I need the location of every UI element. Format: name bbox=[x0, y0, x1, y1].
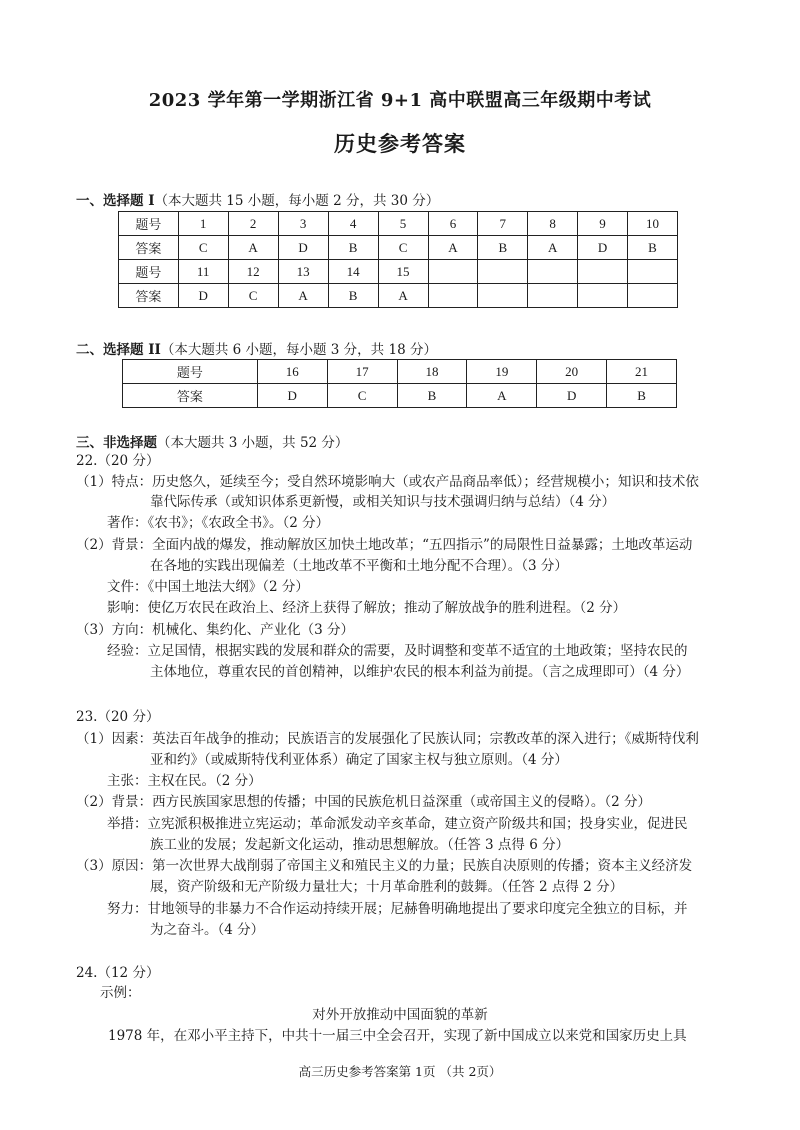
table-row bbox=[119, 284, 678, 308]
table-cell: 5 bbox=[378, 212, 428, 236]
example-essay-title: 对外开放推动中国面貌的革新 bbox=[312, 1007, 488, 1023]
table-cell: 12 bbox=[228, 260, 278, 284]
table-cell: A bbox=[378, 284, 428, 308]
question-24-heading: 24.（12 分） bbox=[76, 965, 160, 981]
table-row bbox=[123, 360, 677, 384]
table-cell: 21 bbox=[607, 360, 677, 384]
table-cell bbox=[578, 260, 628, 284]
section2-answer-table bbox=[122, 359, 677, 408]
answer-line: 主张：主权在民。（2 分） bbox=[107, 773, 262, 789]
table-cell: A bbox=[278, 284, 328, 308]
answer-line: 靠代际传承（或知识体系更新慢，或相关知识与技术强调归纳与总结）（4 分） bbox=[150, 494, 616, 510]
table-cell: B bbox=[627, 236, 677, 260]
row-label: 题号 bbox=[119, 260, 179, 284]
table-cell: A bbox=[528, 236, 578, 260]
question-23-heading: 23.（20 分） bbox=[76, 709, 160, 725]
table-cell: 18 bbox=[397, 360, 467, 384]
table-cell: 9 bbox=[578, 212, 628, 236]
table-cell: 19 bbox=[467, 360, 537, 384]
exam-title: 2023 学年第一学期浙江省 9+1 高中联盟高三年级期中考试 bbox=[148, 90, 652, 111]
table-row bbox=[123, 384, 677, 408]
table-cell: 8 bbox=[528, 212, 578, 236]
row-label: 答案 bbox=[123, 384, 258, 408]
table-cell bbox=[528, 260, 578, 284]
section1-heading bbox=[76, 189, 439, 209]
answer-line: （1）因素：英法百年战争的推动；民族语言的发展强化了民族认同；宗教改革的深入进行；《威斯特伐利 bbox=[76, 731, 699, 747]
table-cell bbox=[428, 284, 478, 308]
section3-label: 三、非选择题 bbox=[76, 435, 157, 451]
table-cell: B bbox=[397, 384, 467, 408]
table-cell: 11 bbox=[178, 260, 228, 284]
example-label: 示例： bbox=[100, 985, 141, 1001]
row-label: 题号 bbox=[119, 212, 179, 236]
table-cell: 4 bbox=[328, 212, 378, 236]
answer-line: （2）背景：西方民族国家思想的传播；中国的民族危机日益深重（或帝国主义的侵略）。（2 分） bbox=[76, 794, 651, 810]
table-cell: 20 bbox=[537, 360, 607, 384]
table-cell: 17 bbox=[327, 360, 397, 384]
table-cell: C bbox=[228, 284, 278, 308]
row-label: 题号 bbox=[123, 360, 258, 384]
table-cell: 14 bbox=[328, 260, 378, 284]
table-cell: B bbox=[478, 236, 528, 260]
table-cell: D bbox=[178, 284, 228, 308]
answer-line: 展，资产阶级和无产阶级力量壮大；十月革命胜利的鼓舞。（任答 2 点得 2 分） bbox=[150, 879, 624, 895]
table-row bbox=[119, 236, 678, 260]
table-cell: 7 bbox=[478, 212, 528, 236]
answer-line: 举措：立宪派积极推进立宪运动；革命派发动辛亥革命，建立资产阶级共和国；投身实业，促进民 bbox=[107, 816, 688, 832]
answer-line: （2）背景：全面内战的爆发，推动解放区加快土地改革；“五四指示”的局限性日益暴露；土地改革运动 bbox=[76, 537, 693, 553]
table-cell bbox=[478, 284, 528, 308]
answer-line: （3）方向：机械化、集约化、产业化（3 分） bbox=[76, 622, 354, 638]
table-cell: A bbox=[228, 236, 278, 260]
row-label: 答案 bbox=[119, 236, 179, 260]
question-22-heading: 22.（20 分） bbox=[76, 453, 160, 469]
table-cell: D bbox=[578, 236, 628, 260]
exam-subtitle: 历史参考答案 bbox=[334, 131, 466, 156]
section3-heading bbox=[76, 431, 348, 451]
table-cell: A bbox=[428, 236, 478, 260]
answer-line: 著作：《农书》；《农政全书》。（2 分） bbox=[107, 515, 330, 531]
answer-line: （3）原因：第一次世界大战削弱了帝国主义和殖民主义的力量；民族自决原则的传播；资本主义经济发 bbox=[76, 858, 693, 874]
table-cell: 15 bbox=[378, 260, 428, 284]
section2-note: （本大题共 6 小题，每小题 3 分，共 18 分） bbox=[160, 342, 437, 358]
answer-line: 在各地的实践出现偏差（土地改革不平衡和土地分配不合理）。（3 分） bbox=[150, 558, 568, 574]
table-cell: D bbox=[278, 236, 328, 260]
section1-note: （本大题共 15 小题，每小题 2 分，共 30 分） bbox=[154, 193, 440, 209]
answer-line: 为之奋斗。（4 分） bbox=[150, 922, 265, 938]
answer-line: 族工业的发展；发起新文化运动，推动思想解放。（任答 3 点得 6 分） bbox=[150, 837, 570, 853]
table-cell bbox=[478, 260, 528, 284]
answer-line: 经验：立足国情，根据实践的发展和群众的需要，及时调整和变革不适宜的土地政策；坚持农民的 bbox=[107, 643, 688, 659]
table-cell: D bbox=[257, 384, 327, 408]
table-cell: 13 bbox=[278, 260, 328, 284]
section1-answer-table bbox=[118, 211, 678, 308]
table-cell: 6 bbox=[428, 212, 478, 236]
table-cell bbox=[528, 284, 578, 308]
table-cell: D bbox=[537, 384, 607, 408]
table-cell: C bbox=[327, 384, 397, 408]
row-label: 答案 bbox=[119, 284, 179, 308]
table-cell: 2 bbox=[228, 212, 278, 236]
table-cell bbox=[428, 260, 478, 284]
section3-note: （本大题共 3 小题，共 52 分） bbox=[157, 435, 349, 451]
answer-line: 努力：甘地领导的非暴力不合作运动持续开展；尼赫鲁明确地提出了要求印度完全独立的目标，并 bbox=[107, 901, 688, 917]
table-cell: C bbox=[378, 236, 428, 260]
table-cell: C bbox=[178, 236, 228, 260]
answer-line: 文件：《中国土地法大纲》（2 分） bbox=[107, 579, 309, 595]
section2-heading bbox=[76, 338, 437, 358]
table-cell: 3 bbox=[278, 212, 328, 236]
page-footer: 高三历史参考答案第 1页 （共 2页） bbox=[298, 1064, 502, 1079]
table-cell bbox=[627, 260, 677, 284]
answer-line: 亚和约》（或威斯特伐利亚体系）确定了国家主权与独立原则。（4 分） bbox=[150, 752, 568, 768]
table-row bbox=[119, 260, 678, 284]
table-cell: B bbox=[328, 236, 378, 260]
example-essay-line: 1978 年，在邓小平主持下，中共十一届三中全会召开，实现了新中国成立以来党和国家历史上具 bbox=[108, 1028, 687, 1044]
table-cell: 10 bbox=[627, 212, 677, 236]
table-cell: B bbox=[328, 284, 378, 308]
section2-label: 二、选择题 II bbox=[76, 342, 161, 358]
table-cell bbox=[578, 284, 628, 308]
answer-line: 主体地位，尊重农民的首创精神，以维护农民的根本利益为前提。（言之成理即可）（4 分） bbox=[150, 664, 690, 680]
table-row bbox=[119, 212, 678, 236]
table-cell bbox=[627, 284, 677, 308]
table-cell: B bbox=[607, 384, 677, 408]
table-cell: A bbox=[467, 384, 537, 408]
section1-label: 一、选择题 I bbox=[76, 193, 155, 209]
answer-line: （1）特点：历史悠久，延续至今；受自然环境影响大（或农产品商品率低）；经营规模小；知识和技术依 bbox=[76, 474, 699, 490]
table-cell: 16 bbox=[257, 360, 327, 384]
answer-line: 影响：使亿万农民在政治上、经济上获得了解放；推动了解放战争的胜利进程。（2 分） bbox=[107, 600, 627, 616]
table-cell: 1 bbox=[178, 212, 228, 236]
